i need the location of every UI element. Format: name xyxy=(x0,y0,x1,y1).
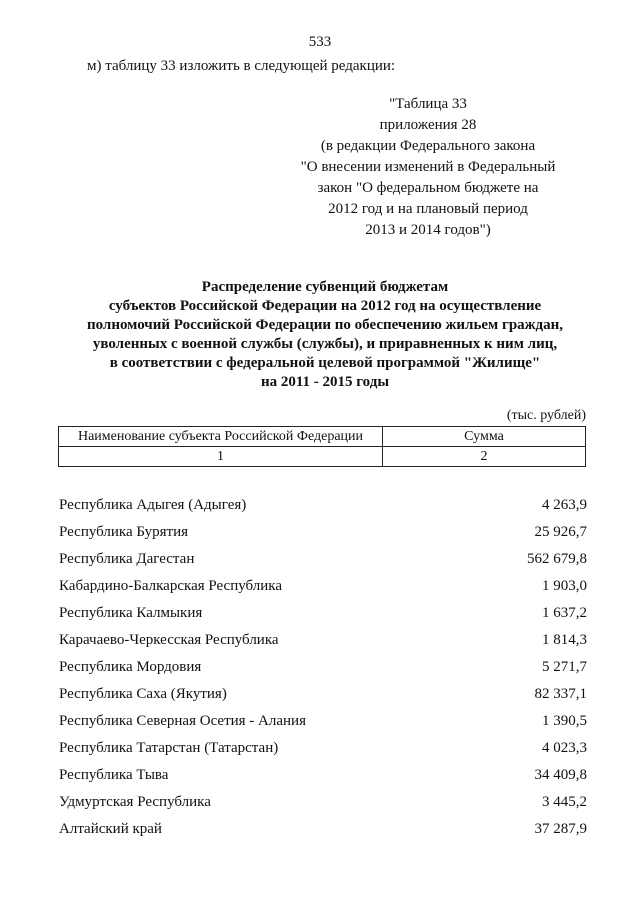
column-number-row xyxy=(59,447,586,467)
table-row xyxy=(59,573,587,600)
caption-line: "О внесении изменений в Федеральный xyxy=(300,159,556,175)
header-row xyxy=(59,427,586,447)
caption-line: 2012 год и на плановый период xyxy=(328,201,528,217)
table-row xyxy=(59,654,587,681)
header-amount: Сумма xyxy=(383,427,586,447)
table-row xyxy=(59,789,587,816)
region-name: Республика Калмыкия xyxy=(59,605,203,621)
caption-line: (в редакции Федерального закона xyxy=(320,138,536,154)
caption-line: 2013 и 2014 годов") xyxy=(365,222,491,238)
title-line: полномочий Российской Федерации по обеспечению жильем граждан, xyxy=(86,317,564,333)
title-line: уволенных с военной службы (службы), и приравненных к ним лиц, xyxy=(92,336,558,352)
table-body xyxy=(59,492,587,843)
amount-value: 562 679,8 xyxy=(527,551,587,567)
caption-line: приложения 28 xyxy=(379,117,477,133)
amount-value: 34 409,8 xyxy=(534,767,587,783)
amount-value: 4 023,3 xyxy=(542,740,587,756)
amount-value: 1 390,5 xyxy=(542,713,587,729)
region-name: Удмуртская Республика xyxy=(59,794,211,810)
region-name: Карачаево-Черкесская Республика xyxy=(59,632,279,648)
amount-value: 3 445,2 xyxy=(542,794,587,810)
table-header xyxy=(58,426,586,467)
title-line: Распределение субвенций бюджетам xyxy=(201,279,449,295)
table-row xyxy=(59,681,587,708)
table-row xyxy=(59,627,587,654)
table-row xyxy=(59,735,587,762)
amount-value: 1 814,3 xyxy=(542,632,587,648)
caption-line: "Таблица 33 xyxy=(389,96,467,112)
amount-value: 5 271,7 xyxy=(542,659,587,675)
column-number-2: 2 xyxy=(383,447,586,467)
region-name: Кабардино-Балкарская Республика xyxy=(59,578,283,594)
region-name: Республика Саха (Якутия) xyxy=(59,686,227,702)
amount-value: 4 263,9 xyxy=(542,497,587,513)
table-row xyxy=(59,600,587,627)
region-name: Алтайский край xyxy=(59,821,162,837)
region-name: Республика Бурятия xyxy=(59,524,189,540)
amount-value: 37 287,9 xyxy=(534,821,587,837)
table-row xyxy=(59,708,587,735)
header-region: Наименование субъекта Российской Федерации xyxy=(59,427,383,447)
table-caption xyxy=(268,94,588,241)
title-line: в соответствии с федеральной целевой программой "Жилище" xyxy=(109,355,541,371)
caption-line: закон "О федеральном бюджете на xyxy=(317,180,539,196)
table-row xyxy=(59,762,587,789)
region-name: Республика Дагестан xyxy=(59,551,195,567)
amount-value: 1 637,2 xyxy=(542,605,587,621)
document-title xyxy=(40,278,610,392)
amount-value: 25 926,7 xyxy=(534,524,587,540)
page-number: 533 xyxy=(308,34,332,50)
table-row xyxy=(59,816,587,843)
region-name: Республика Тыва xyxy=(59,767,169,783)
table-row xyxy=(59,492,587,519)
amount-value: 1 903,0 xyxy=(542,578,587,594)
title-line: субъектов Российской Федерации на 2012 год на осуществление xyxy=(108,298,542,314)
region-name: Республика Татарстан (Татарстан) xyxy=(59,740,279,756)
intro-text: м) таблицу 33 изложить в следующей редакции: xyxy=(87,58,396,74)
region-name: Республика Северная Осетия - Алания xyxy=(59,713,306,729)
title-line: на 2011 - 2015 годы xyxy=(260,374,390,390)
table-row xyxy=(59,546,587,573)
table-row xyxy=(59,519,587,546)
amount-value: 82 337,1 xyxy=(534,686,587,702)
region-name: Республика Адыгея (Адыгея) xyxy=(59,497,247,513)
units-label: (тыс. рублей) xyxy=(506,408,586,423)
region-name: Республика Мордовия xyxy=(59,659,202,675)
column-number-1: 1 xyxy=(59,447,383,467)
